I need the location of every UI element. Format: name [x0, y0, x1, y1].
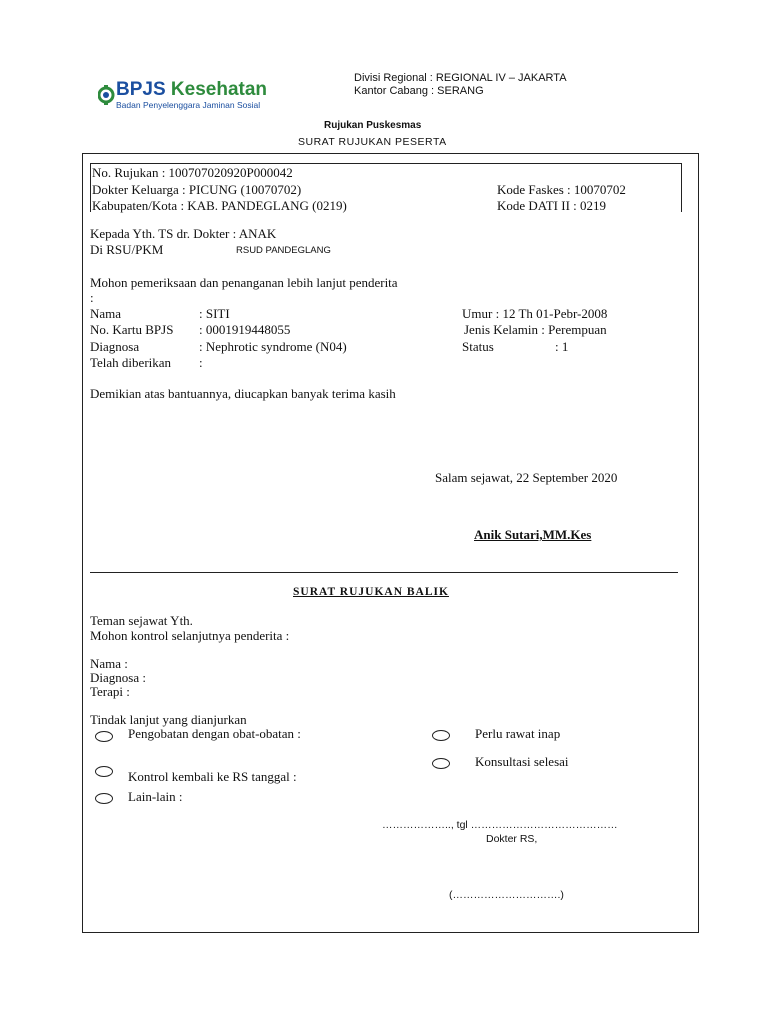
radio-rawat-inap[interactable]: [432, 730, 450, 741]
logo-brand: [116, 79, 267, 101]
mohon-kontrol: Mohon kontrol selanjutnya penderita :: [90, 628, 290, 643]
kode-faskes: Kode Faskes : 10070702: [497, 182, 626, 197]
radio-lain-lain[interactable]: [95, 793, 113, 804]
diagnosa-label: Diagnosa: [90, 339, 140, 354]
status-value: : 1: [555, 339, 569, 354]
no-rujukan: No. Rujukan : 100707020920P000042: [92, 165, 293, 180]
radio-konsultasi-selesai[interactable]: [432, 758, 450, 769]
nama-label: Nama: [90, 306, 122, 321]
tanggal-line: ……………….., tgl ……………………………………: [382, 819, 618, 831]
diberikan-value: :: [199, 355, 203, 370]
balik-diagnosa: Diagnosa :: [90, 670, 146, 685]
balik-title: SURAT RUJUKAN BALIK: [293, 586, 449, 598]
terima-kasih: Demikian atas bantuannya, diucapkan banyak terima kasih: [90, 386, 396, 401]
radio-pengobatan[interactable]: [95, 731, 113, 742]
salam-sejawat: Salam sejawat, 22 September 2020: [435, 470, 618, 485]
balik-nama: Nama :: [90, 656, 128, 671]
jenis-kelamin: Jenis Kelamin : Perempuan: [464, 322, 607, 337]
option-kontrol-kembali: Kontrol kembali ke RS tanggal :: [128, 769, 297, 784]
bpjs-logo: [98, 79, 308, 114]
dokter-rs: Dokter RS,: [486, 833, 538, 845]
dokter-keluarga: Dokter Keluarga : PICUNG (10070702): [92, 182, 302, 197]
mohon-pemeriksaan: Mohon pemeriksaan dan penanganan lebih lanjut penderita: [90, 275, 398, 290]
option-rawat-inap: Perlu rawat inap: [475, 726, 561, 741]
kartu-value: : 0001919448055: [199, 322, 291, 337]
kabupaten-kota: Kabupaten/Kota : KAB. PANDEGLANG (0219): [92, 198, 347, 213]
document-frame: [82, 153, 699, 933]
radio-kontrol-kembali[interactable]: [95, 766, 113, 777]
doc-title: SURAT RUJUKAN PESERTA: [298, 136, 447, 148]
teman-sejawat: Teman sejawat Yth.: [90, 613, 193, 628]
logo-brand-kesehatan: Kesehatan: [170, 79, 268, 100]
di-rsu-label: Di RSU/PKM: [90, 242, 164, 257]
logo-subtitle: Badan Penyelenggara Jaminan Sosial: [116, 100, 261, 110]
option-konsultasi-selesai: Konsultasi selesai: [475, 754, 569, 769]
kepada-yth: Kepada Yth. TS dr. Dokter : ANAK: [90, 226, 277, 241]
diberikan-label: Telah diberikan: [90, 355, 172, 370]
doc-subtitle: Rujukan Puskesmas: [324, 120, 422, 131]
kode-dati: Kode DATI II : 0219: [497, 198, 607, 213]
intro-colon: :: [90, 290, 94, 305]
signer-name: Anik Sutari,MM.Kes: [474, 527, 592, 542]
umur: Umur : 12 Th 01-Pebr-2008: [462, 306, 608, 321]
balik-terapi: Terapi :: [90, 684, 130, 699]
divisi-regional: Divisi Regional : REGIONAL IV – JAKARTA: [354, 72, 567, 84]
diagnosa-value: : Nephrotic syndrome (N04): [199, 339, 347, 354]
option-pengobatan: Pengobatan dengan obat-obatan :: [128, 726, 301, 741]
option-lain-lain: Lain-lain :: [128, 789, 183, 804]
section-divider: [90, 572, 678, 573]
kartu-label: No. Kartu BPJS: [90, 322, 174, 337]
signature-line: (………………………….): [449, 889, 564, 901]
nama-value: : SITI: [199, 306, 230, 321]
kantor-cabang: Kantor Cabang : SERANG: [354, 85, 484, 97]
tindak-lanjut: Tindak lanjut yang dianjurkan: [90, 712, 247, 727]
di-rsu-value: RSUD PANDEGLANG: [236, 245, 331, 256]
bpjs-emblem-icon: [98, 82, 116, 108]
status-label: Status: [462, 339, 494, 354]
logo-brand-bpjs: BPJS: [116, 79, 166, 100]
